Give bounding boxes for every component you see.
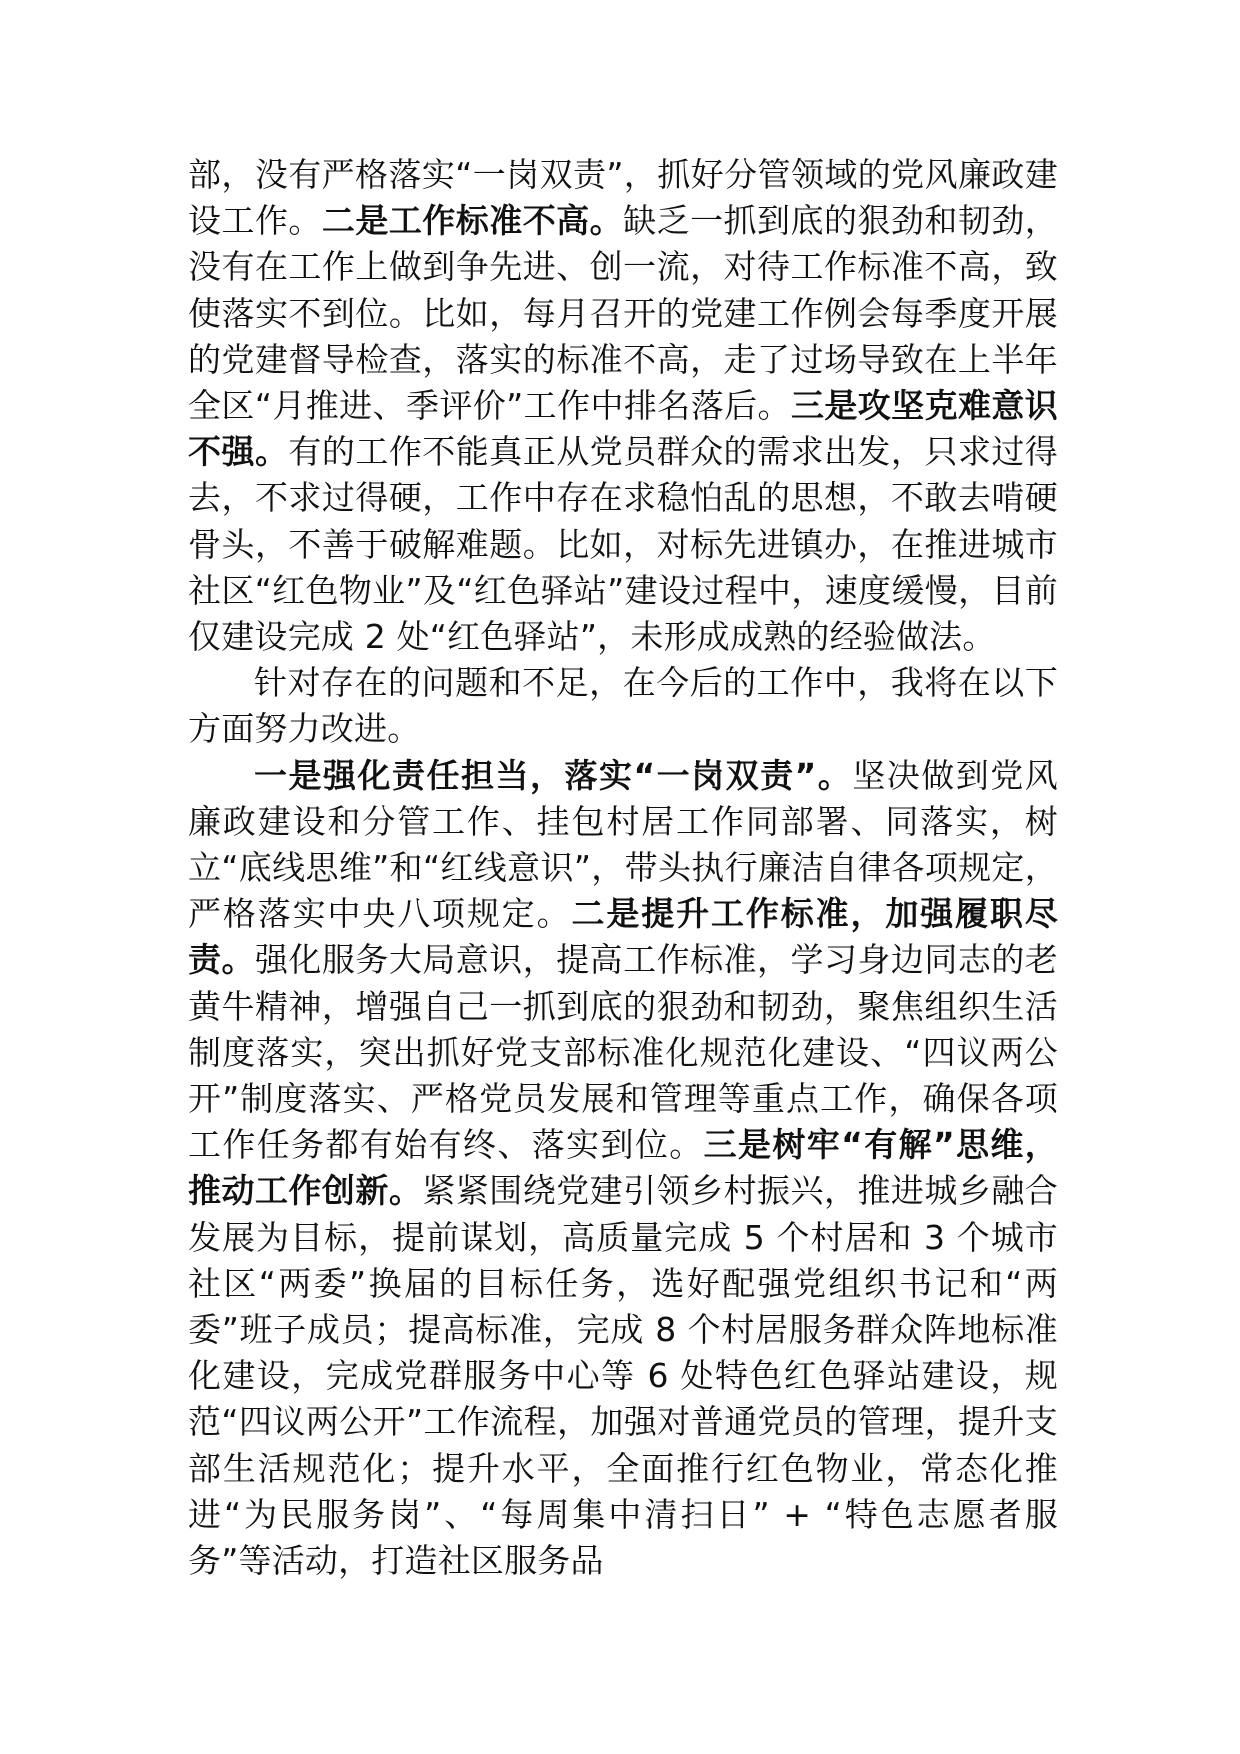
measure-heading-2: 二是提升工作标准，加强履职尽责。: [188, 894, 1058, 980]
measure-heading-1: 一是强化责任担当，落实“一岗双责”。: [254, 755, 853, 795]
text-run: 紧紧围绕党建引领乡村振兴，推进城乡融合发展为目标，提前谋划，高质量完成 5 个村居和 3 个城市社区“两委”换届的目标任务，选好配强党组织书记和“两委”班子成员；提高标准，完成 8 个村居服务群众阵地标准化建设，完成党群服务中心等 6 处特色红色驿站建设，规范“四议两公开”工作流程，加强对普通党员的管理，提升支部生活规范化；提升水平，全面推行红色物业，常态化推进“为民服务岗”、“每周集中清扫日” + “特色志愿者服务”等活动，打造社区服务品: [188, 1171, 1058, 1581]
paragraph-transition: [188, 660, 1058, 752]
paragraph-problems: [188, 152, 1058, 660]
text-run: 部，没有严格落实“一岗双责”，抓好分管领域的党风廉政建设工作。: [188, 155, 1058, 241]
point-heading-2: 二是工作标准不高。: [321, 201, 624, 241]
measure-heading-3: 三是树牢“有解”思维，推动工作创新。: [188, 1125, 1059, 1211]
text-run: 缺乏一抓到底的狠劲和韧劲，没有在工作上做到争先进、创一流，对待工作标准不高，致使落实不到位。比如，每月召开的党建工作例会每季度开展的党建督导检查，落实的标准不高，走了过场导致在上半年全区“月推进、季评价”工作中排名落后。: [188, 201, 1058, 426]
text-run: 坚决做到党风廉政建设和分管工作、挂包村居工作同部署、同落实，树立“底线思维”和“红线意识”，带头执行廉洁自律各项规定，严格落实中央八项规定。: [188, 755, 1058, 934]
document-page: [188, 152, 1058, 1584]
text-run: 强化服务大局意识，提高工作标准，学习身边同志的老黄牛精神，增强自己一抓到底的狠劲和韧劲，聚焦组织生活制度落实，突出抓好党支部标准化规范化建设、“四议两公开”制度落实、严格党员发展和管理等重点工作，确保各项工作任务都有始有终、落实到位。: [188, 940, 1058, 1165]
text-run: 针对存在的问题和不足，在今后的工作中，我将在以下方面努力改进。: [188, 663, 1058, 749]
text-run: 有的工作不能真正从党员群众的需求出发，只求过得去，不求过得硬，工作中存在求稳怕乱的思想，不敢去啃硬骨头，不善于破解难题。比如，对标先进镇办，在推进城市社区“红色物业”及“红色驿站”建设过程中，速度缓慢，目前仅建设完成 2 处“红色驿站”，未形成成熟的经验做法。: [188, 432, 1058, 657]
point-heading-3: 三是攻坚克难意识不强。: [188, 386, 1058, 472]
paragraph-improvements: [188, 753, 1058, 1585]
